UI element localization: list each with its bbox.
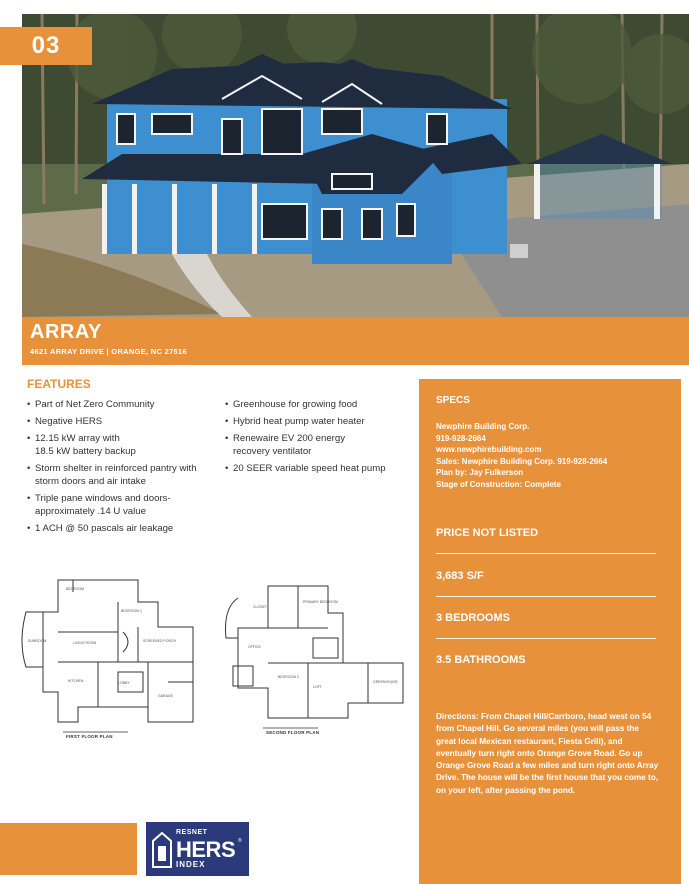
listing-title: ARRAY bbox=[30, 321, 102, 343]
svg-text:KITCHEN: KITCHEN bbox=[68, 679, 84, 683]
feature-item: • Storm shelter in reinforced pantry with storm doors and air intake bbox=[27, 463, 197, 487]
features-heading: FEATURES bbox=[27, 377, 91, 391]
second-floor-plan-label: SECOND FLOOR PLAN bbox=[266, 730, 320, 735]
listing-address: 4621 ARRAY DRIVE | ORANGE, NC 27516 bbox=[30, 347, 187, 356]
feature-item: • Negative HERS bbox=[27, 416, 103, 427]
svg-text:SUNROOM: SUNROOM bbox=[28, 639, 47, 643]
specs-builder: Newphire Building Corp. bbox=[436, 422, 530, 431]
specs-sales: Sales: Newphire Building Corp. 919-928-2664 bbox=[436, 456, 608, 466]
features-column-2 bbox=[225, 398, 405, 479]
specs-phone: 919-928-2664 bbox=[436, 433, 486, 443]
feature-item: • Hybrid heat pump water heater bbox=[225, 416, 365, 427]
feature-item: • Greenhouse for growing food bbox=[225, 399, 358, 410]
divider bbox=[436, 638, 656, 639]
bedrooms: 3 BEDROOMS bbox=[436, 612, 510, 624]
title-band bbox=[22, 317, 689, 365]
feature-item: • 20 SEER variable speed heat pump bbox=[225, 463, 386, 474]
divider bbox=[436, 553, 656, 554]
svg-text:BEDROOM 1: BEDROOM 1 bbox=[121, 609, 143, 613]
hers-house-icon bbox=[152, 832, 172, 868]
bottom-accent-bar bbox=[0, 823, 137, 875]
svg-text:GARAGE: GARAGE bbox=[158, 694, 173, 698]
bathrooms: 3.5 BATHROOMS bbox=[436, 654, 526, 666]
logo-registered-mark: ® bbox=[238, 838, 242, 844]
specs-stage: Stage of Construction: Complete bbox=[436, 479, 561, 489]
feature-item: • 1 ACH @ 50 pascals air leakage bbox=[27, 523, 174, 534]
feature-item: • Triple pane windows and doors- approximately .14 U value bbox=[27, 493, 171, 517]
svg-text:GREENHOUSE: GREENHOUSE bbox=[373, 680, 398, 684]
svg-text:LOBBY: LOBBY bbox=[118, 681, 130, 685]
feature-item: • Renewaire EV 200 energy recovery ventilator bbox=[225, 433, 345, 457]
svg-text:LOFT: LOFT bbox=[313, 685, 322, 689]
square-footage: 3,683 S/F bbox=[436, 570, 484, 582]
svg-text:OFFICE: OFFICE bbox=[248, 645, 261, 649]
directions: Directions: From Chapel Hill/Carrboro, head west on 54 from Chapel Hill. Go several miles (you will pass the great local Mexican restaurant, Fiesta Grill), and eventually turn right onto Orange Grove Road. Go up Orange Grove Road a few miles and turn right onto Array Drive. The house will be the first house that you come to, on your left, after passing the pond. bbox=[436, 712, 659, 795]
svg-text:SCREENED PORCH: SCREENED PORCH bbox=[143, 639, 177, 643]
price: PRICE NOT LISTED bbox=[436, 527, 539, 539]
specs-contact bbox=[436, 421, 607, 490]
divider bbox=[436, 596, 656, 597]
feature-item: • Part of Net Zero Community bbox=[27, 399, 155, 410]
specs-panel bbox=[419, 379, 681, 884]
logo-hers-text: HERS bbox=[176, 837, 236, 862]
first-floor-plan-label: FIRST FLOOR PLAN bbox=[66, 734, 113, 739]
specs-website-link[interactable]: www.newphirebuilding.com bbox=[436, 445, 542, 454]
resnet-hers-logo bbox=[146, 822, 249, 876]
page-number-badge: 03 bbox=[0, 27, 92, 65]
features-column-1 bbox=[27, 398, 217, 539]
svg-text:PRIMARY BEDROOM: PRIMARY BEDROOM bbox=[303, 600, 338, 604]
logo-index-text: INDEX bbox=[176, 860, 206, 869]
svg-text:BEDROOM 2: BEDROOM 2 bbox=[278, 675, 300, 679]
svg-text:BEDROOM: BEDROOM bbox=[66, 587, 85, 591]
svg-text:CLOSET: CLOSET bbox=[253, 605, 268, 609]
specs-heading: SPECS bbox=[436, 395, 470, 406]
svg-text:LIVING ROOM: LIVING ROOM bbox=[73, 641, 97, 645]
first-floor-plan bbox=[18, 572, 223, 744]
feature-item: • 12.15 kW array with 18.5 kW battery backup bbox=[27, 433, 136, 457]
house-photo bbox=[22, 14, 689, 317]
second-floor-plan bbox=[218, 578, 414, 738]
logo-resnet-text: RESNET bbox=[176, 829, 208, 836]
specs-plan-by: Plan by: Jay Fulkerson bbox=[436, 468, 524, 477]
